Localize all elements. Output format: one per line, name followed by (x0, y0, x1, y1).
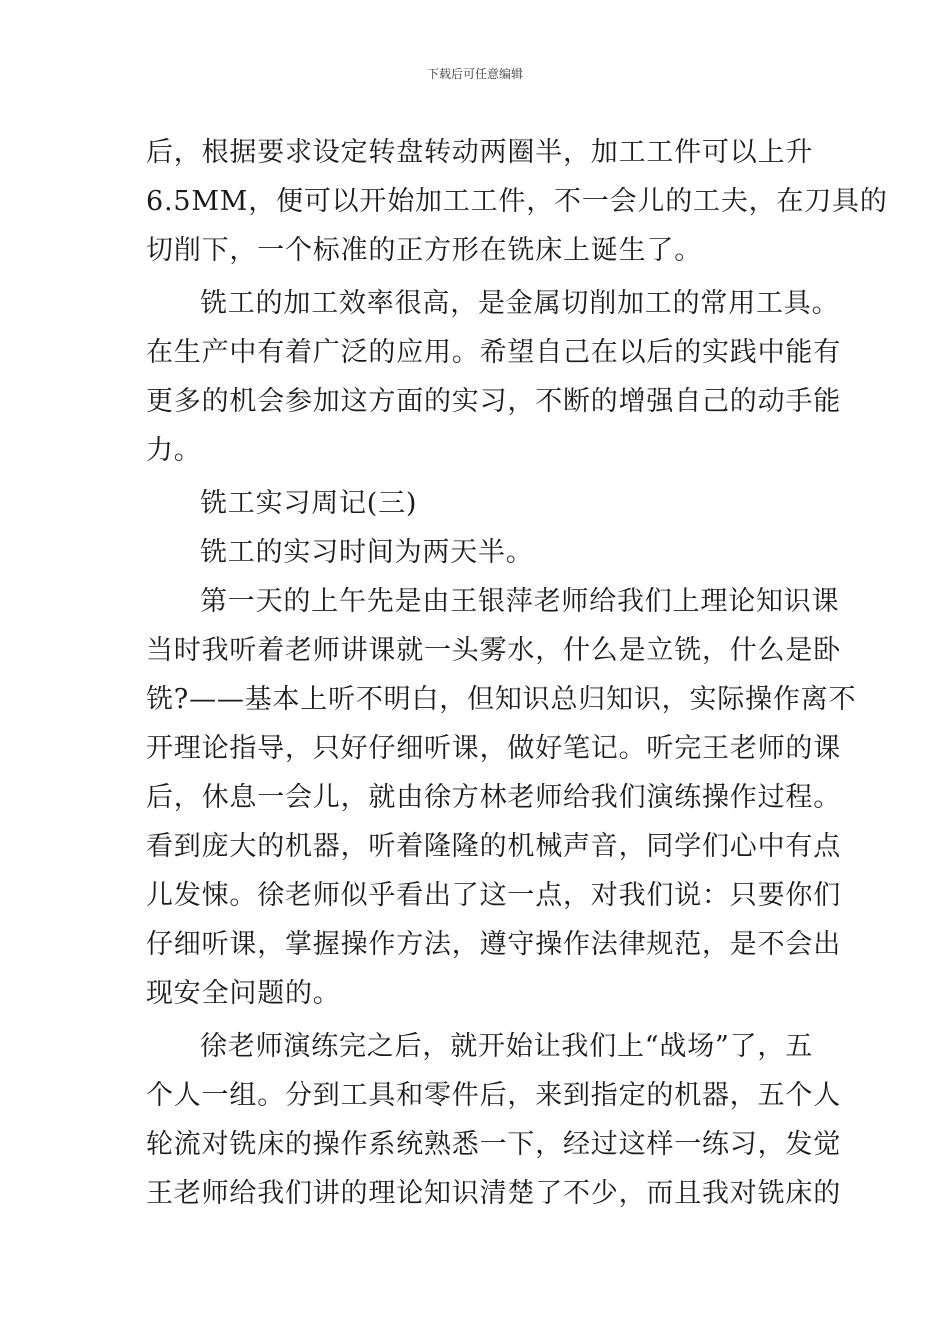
text-line: 铣工的加工效率很高，是金属切削加工的常用工具。 (200, 288, 840, 319)
text-line: 看到庞大的机器，听着隆隆的机械声音，同学们心中有点 (146, 831, 841, 862)
text-line: 铣?——基本上听不明白，但知识总归知识，实际操作离不 (146, 684, 857, 715)
paragraph (146, 128, 888, 275)
paragraph (146, 577, 857, 1018)
paragraph (146, 1022, 841, 1218)
text-line: 现安全问题的。 (146, 978, 341, 1009)
text-line: 铣工的实习时间为两天半。 (200, 537, 534, 568)
paragraph (146, 279, 841, 475)
text-line: 王老师给我们讲的理论知识清楚了不少，而且我对铣床的 (146, 1178, 841, 1209)
section-heading (146, 479, 808, 528)
text-line: 更多的机会参加这方面的实习，不断的增强自己的动手能 (146, 386, 841, 417)
text-line: 徐老师演练完之后，就开始让我们上“战场”了，五 (200, 1031, 814, 1062)
text-line: 后，休息一会儿，就由徐方林老师给我们演练操作过程。 (146, 782, 841, 813)
page-header: 下载后可任意编辑 (426, 67, 523, 81)
text-line: 第一天的上午先是由王银萍老师给我们上理论知识课 (200, 586, 840, 617)
text-line: 6.5MM，便可以开始加工工件，不一会儿的工夫，在刀具的 (146, 186, 888, 217)
text-line: 在生产中有着广泛的应用。希望自己在以后的实践中能有 (146, 337, 841, 368)
text-line: 力。 (146, 435, 202, 466)
text-line: 开理论指导，只好仔细听课，做好笔记。听完王老师的课 (146, 733, 841, 764)
text-line: 切削下，一个标准的正方形在铣床上诞生了。 (146, 235, 702, 266)
text-line: 后，根据要求设定转盘转动两圈半，加工工件可以上升 (146, 137, 814, 168)
paragraph (146, 528, 808, 577)
text-line: 轮流对铣床的操作系统熟悉一下，经过这样一练习，发觉 (146, 1129, 841, 1160)
text-line: 儿发悚。徐老师似乎看出了这一点，对我们说：只要你们 (146, 880, 841, 911)
text-line: 仔细听课，掌握操作方法，遵守操作法律规范，是不会出 (146, 929, 841, 960)
document-body (146, 128, 888, 1218)
text-line: 个人一组。分到工具和零件后，来到指定的机器，五个人 (146, 1080, 841, 1111)
text-line: 当时我听着老师讲课就一头雾水，什么是立铣，什么是卧 (146, 635, 841, 666)
text-line: 铣工实习周记(三) (200, 488, 418, 519)
